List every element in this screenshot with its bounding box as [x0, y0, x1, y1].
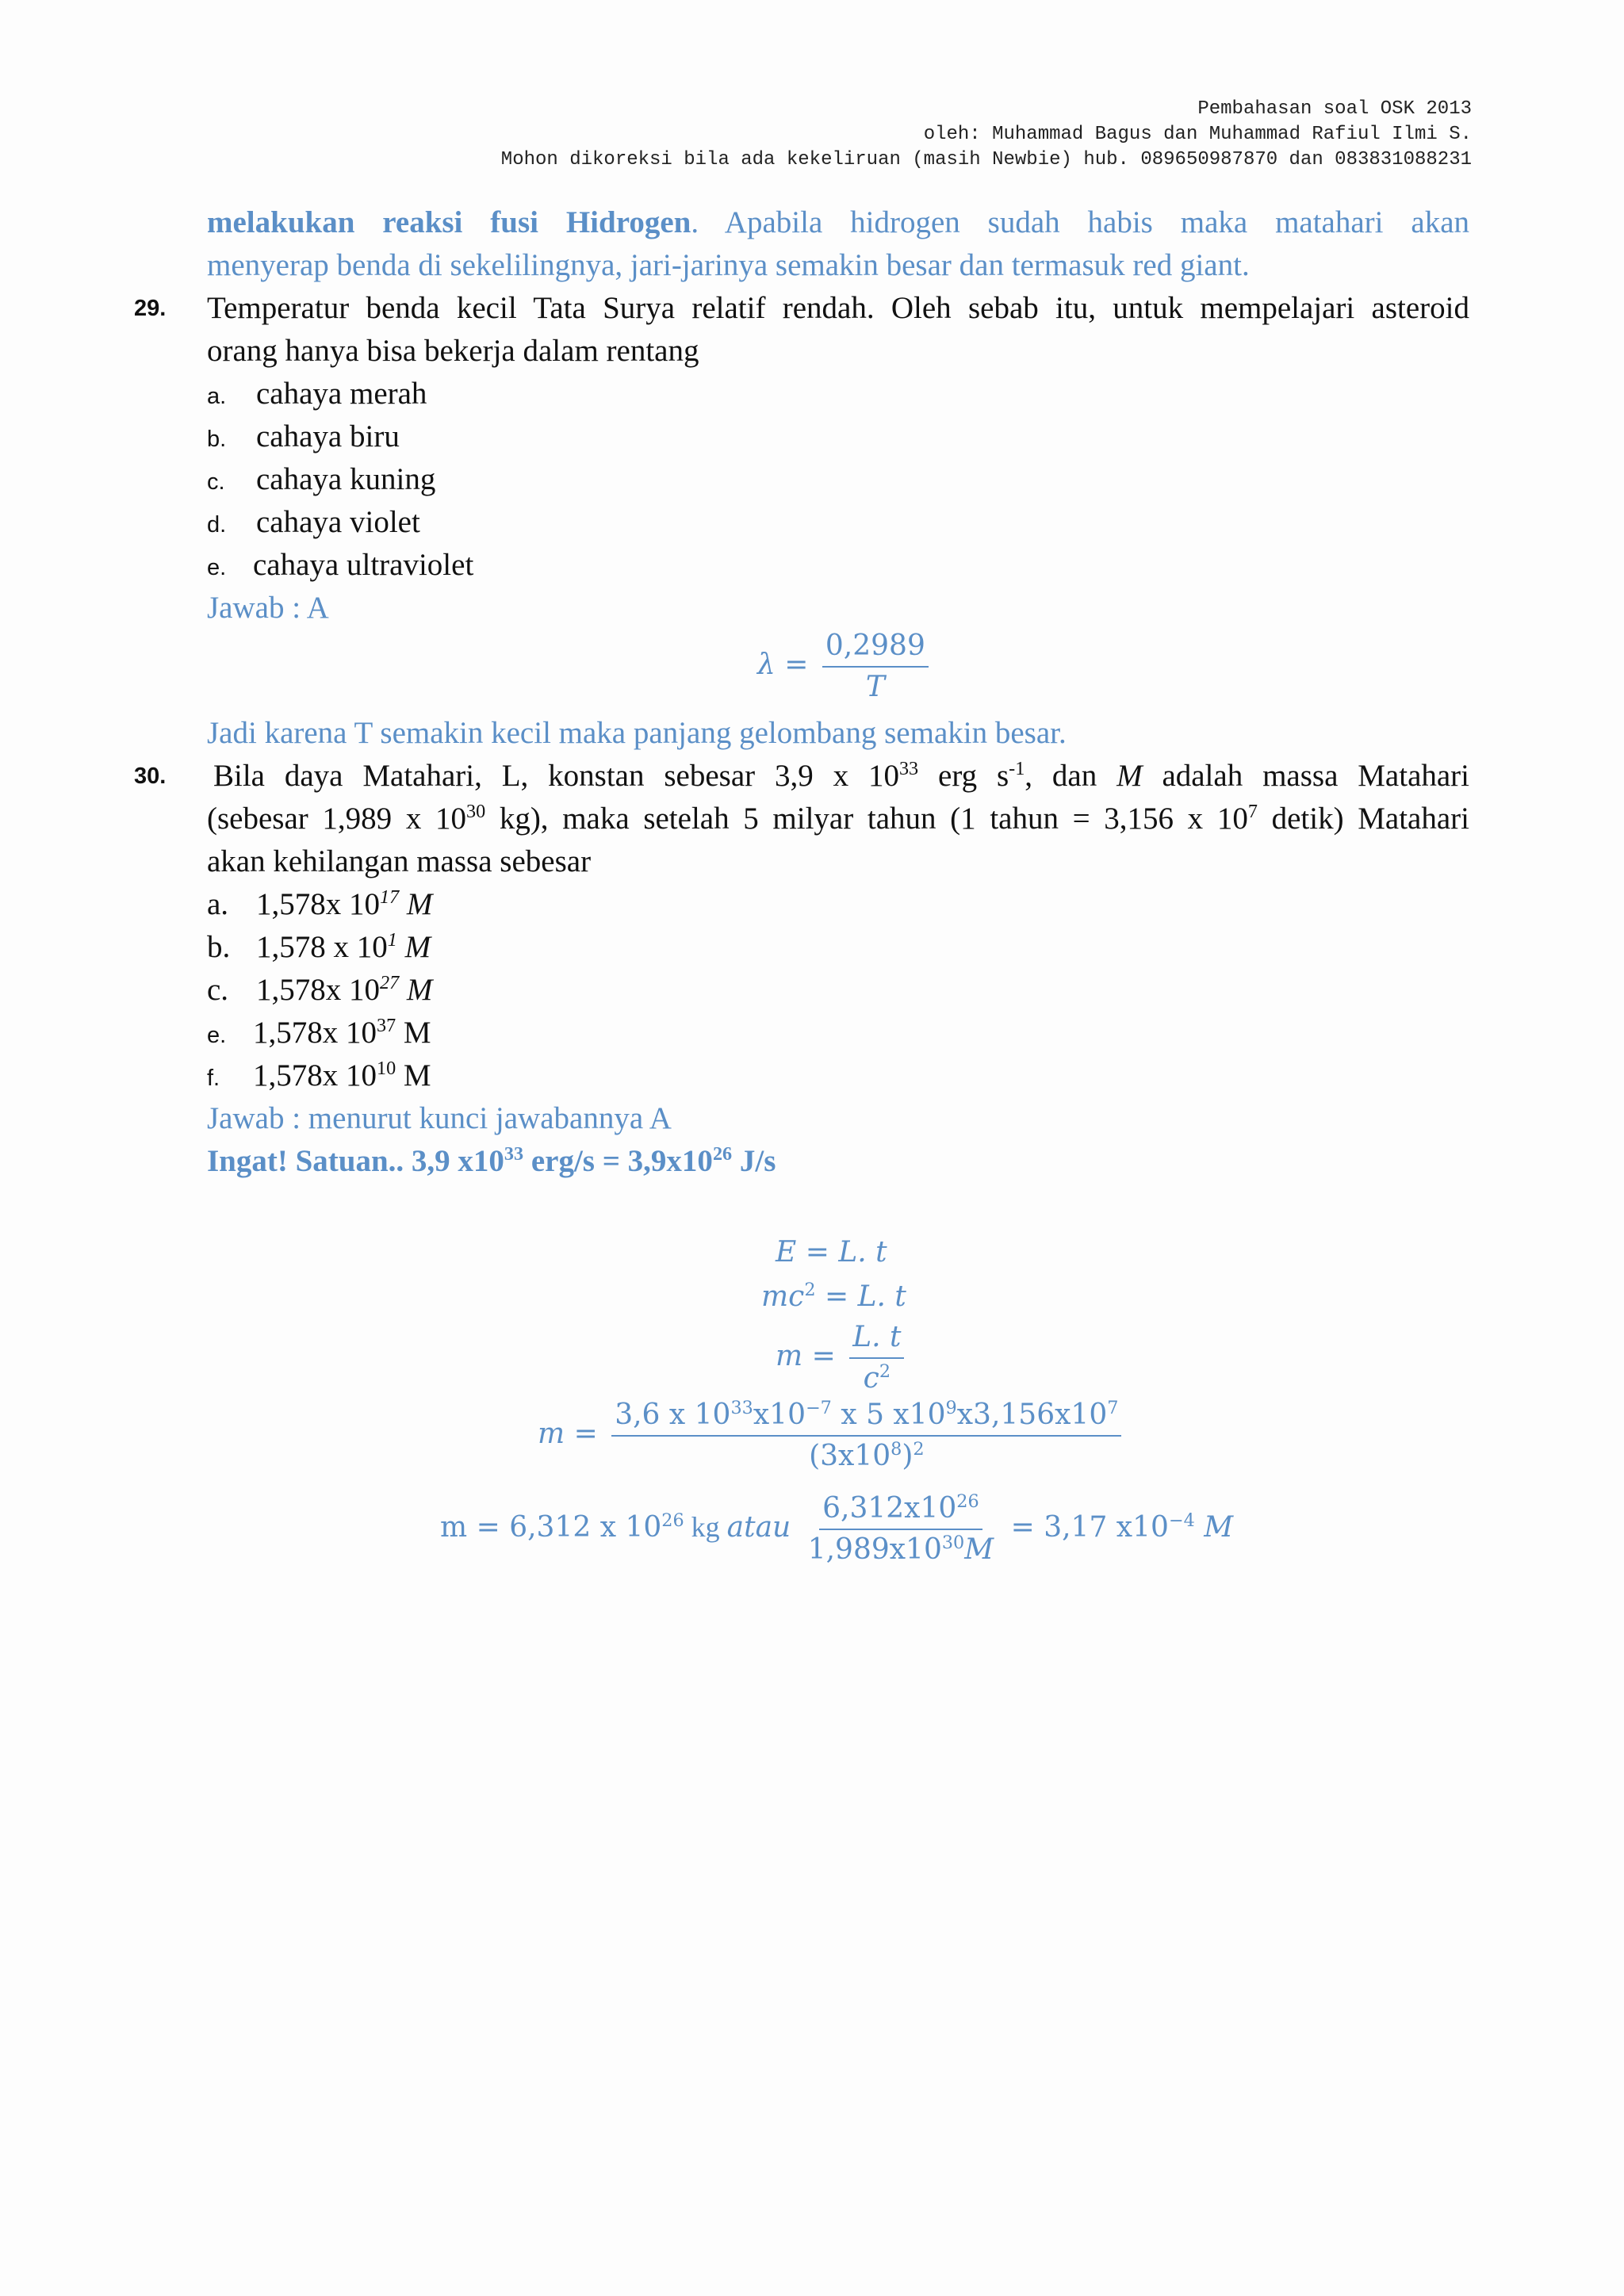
option-unit: M — [404, 930, 431, 964]
option-text: cahaya merah — [256, 377, 427, 411]
eq-part: mc — [761, 1280, 805, 1313]
q29-conclusion: Jadi karena T semakin kecil maka panjang gelombang semakin besar. — [207, 716, 1067, 750]
eq-part: ) — [902, 1440, 914, 1472]
header-line-2: oleh: Muhammad Bagus dan Muhammad Rafiul Ilmi S. — [923, 124, 1472, 145]
eq-exp: −4 — [1168, 1510, 1195, 1531]
formula-lhs: λ = — [757, 649, 809, 681]
header-line-3: Mohon dikoreksi bila ada kekeliruan (masih Newbie) hub. 089650987870 dan 083831088231 — [500, 149, 1472, 170]
q29-option-b — [207, 415, 1469, 461]
q30-l1-part: Bila daya Matahari, L, konstan sebesar 3,9 x 10 — [213, 759, 899, 793]
eq-exp: 26 — [956, 1491, 979, 1512]
equation-mass-energy — [761, 1278, 906, 1316]
eq-exp: 26 — [661, 1510, 684, 1531]
question-number-30: 30. — [134, 763, 167, 789]
eq-part: = 3,17 x10 — [1010, 1511, 1169, 1544]
option-unit: M — [406, 887, 433, 921]
option-text: cahaya kuning — [256, 462, 436, 496]
q30-option-f — [207, 1054, 1469, 1100]
note-part: J/s — [732, 1144, 776, 1178]
eq-part: M — [1194, 1511, 1234, 1544]
eq-fraction — [849, 1319, 904, 1397]
q30-l2-exp: 30 — [465, 801, 486, 822]
option-unit: M — [406, 973, 433, 1007]
eq-numerator — [819, 1490, 982, 1530]
intro-rest: . Apabila hidrogen sudah habis maka matahari akan — [691, 205, 1470, 239]
eq-part: 1,989x10 — [807, 1533, 942, 1566]
eq-part: x10 — [753, 1399, 806, 1431]
note-part: erg/s = 3,9x10 — [523, 1144, 713, 1178]
q29-option-d — [207, 501, 1469, 546]
option-letter: c. — [207, 973, 229, 1007]
formula-numerator: 0,2989 — [822, 628, 929, 668]
q30-option-b — [207, 926, 1469, 969]
eq-exp: 9 — [945, 1398, 957, 1418]
eq-exp: 7 — [1107, 1398, 1119, 1418]
option-base: 1,578x 10 — [256, 973, 380, 1007]
eq-part: x3,156x10 — [956, 1399, 1108, 1431]
option-letter: c. — [207, 469, 225, 495]
option-exp: 17 — [380, 886, 400, 908]
formula-fraction — [822, 628, 929, 706]
q30-l2-part: kg), maka setelah 5 milyar tahun (1 tahun = 3,156 x 10 — [485, 802, 1248, 836]
q30-l1-part: adalah massa Matahari — [1142, 759, 1470, 793]
eq-fraction — [611, 1397, 1121, 1475]
eq-part: m = 6,312 x 10 — [440, 1511, 662, 1544]
option-text: cahaya ultraviolet — [253, 548, 474, 582]
q30-answer: Jawab : menurut kunci jawabannya A — [207, 1101, 672, 1135]
q30-l1-part: erg s — [918, 759, 1009, 793]
q30-l2-exp: 7 — [1247, 801, 1258, 822]
eq-exp: 30 — [941, 1533, 965, 1553]
question-number-29: 29. — [134, 296, 167, 321]
q30-option-c — [207, 969, 1469, 1012]
option-letter: b. — [207, 930, 231, 964]
eq-part: 6,312x10 — [822, 1492, 957, 1525]
eq-exp: 2 — [879, 1361, 891, 1382]
option-base: 1,578x 10 — [256, 887, 380, 921]
option-text: cahaya biru — [256, 419, 400, 453]
eq-exp: 8 — [891, 1439, 902, 1460]
note-part: Ingat! Satuan.. 3,9 x10 — [207, 1144, 504, 1178]
option-exp: 10 — [377, 1058, 396, 1079]
q30-text-line-2 — [207, 798, 1469, 840]
equation-mass-result — [440, 1490, 1233, 1568]
q30-l2-part: detik) Matahari — [1257, 802, 1469, 836]
eq-part: c — [863, 1362, 879, 1395]
eq-part: = L. t — [815, 1280, 906, 1313]
option-letter: e. — [207, 555, 227, 580]
note-exp: 26 — [712, 1143, 733, 1165]
intro-line-1 — [207, 201, 1469, 244]
option-base: 1,578 x 10 — [256, 930, 388, 964]
option-letter: f. — [207, 1066, 220, 1091]
q30-option-e — [207, 1012, 1469, 1057]
q29-answer: Jawab : A — [207, 591, 329, 625]
eq-part: 3,6 x 10 — [615, 1399, 731, 1431]
option-letter: a. — [207, 887, 229, 921]
q29-option-c — [207, 458, 1469, 503]
q30-l1-exp: -1 — [1009, 758, 1025, 779]
option-unit: M — [403, 1058, 431, 1093]
q30-l1-var: M — [1116, 759, 1143, 793]
q30-text-line-1 — [207, 755, 1469, 798]
eq-part: (3x10 — [809, 1440, 891, 1472]
eq-lhs: m = — [538, 1418, 598, 1450]
equation-mass-substitution — [538, 1397, 1126, 1475]
eq-unit: kg — [684, 1511, 727, 1543]
option-exp: 1 — [387, 929, 397, 951]
eq-fraction — [805, 1490, 997, 1568]
intro-bold: melakukan reaksi fusi Hidrogen — [207, 205, 691, 239]
q29-option-a — [207, 373, 1469, 418]
eq-numerator — [611, 1397, 1121, 1437]
wien-formula — [757, 628, 933, 706]
q29-option-e — [207, 544, 1469, 589]
option-base: 1,578x 10 — [253, 1016, 377, 1050]
eq-denominator — [805, 1530, 997, 1568]
eq-part: M — [964, 1533, 994, 1566]
eq-exp: 2 — [913, 1439, 925, 1460]
eq-denominator — [806, 1437, 928, 1475]
q29-text-line-2: orang hanya bisa bekerja dalam rentang — [207, 334, 699, 368]
option-letter: a. — [207, 384, 227, 409]
equation-energy: E = L. t — [776, 1236, 887, 1269]
option-exp: 27 — [380, 972, 400, 993]
header-line-1: Pembahasan soal OSK 2013 — [1197, 98, 1472, 120]
eq-denominator — [860, 1359, 894, 1397]
eq-exp: 33 — [730, 1398, 753, 1418]
option-letter: d. — [207, 512, 227, 538]
eq-part: x 5 x10 — [831, 1399, 946, 1431]
q30-remember-note — [207, 1140, 1469, 1183]
option-letter: b. — [207, 427, 227, 452]
option-text: cahaya violet — [256, 505, 420, 539]
q29-text-line-1: Temperatur benda kecil Tata Surya relatif rendah. Oleh sebab itu, untuk mempelajari asteroid — [207, 291, 1469, 325]
q30-option-a — [207, 883, 1469, 926]
q30-l1-part: , dan — [1025, 759, 1117, 793]
q30-l2-part: (sebesar 1,989 x 10 — [207, 802, 466, 836]
eq-numerator: L. t — [849, 1319, 904, 1359]
option-exp: 37 — [377, 1015, 396, 1036]
q30-l1-exp: 33 — [898, 758, 919, 779]
q30-text-line-3: akan kehilangan massa sebesar — [207, 844, 592, 878]
option-letter: e. — [207, 1023, 227, 1048]
option-base: 1,578x 10 — [253, 1058, 377, 1093]
note-exp: 33 — [504, 1143, 524, 1165]
intro-line-2: menyerap benda di sekelilingnya, jari-jarinya semakin besar dan termasuk red giant. — [207, 248, 1250, 282]
eq-lhs: m = — [776, 1340, 836, 1372]
eq-part: atau — [726, 1511, 791, 1544]
option-unit: M — [403, 1016, 431, 1050]
formula-denominator: T — [865, 671, 885, 703]
equation-mass-fraction — [776, 1319, 909, 1397]
eq-exp: −7 — [805, 1398, 832, 1418]
eq-exp: 2 — [804, 1280, 816, 1300]
